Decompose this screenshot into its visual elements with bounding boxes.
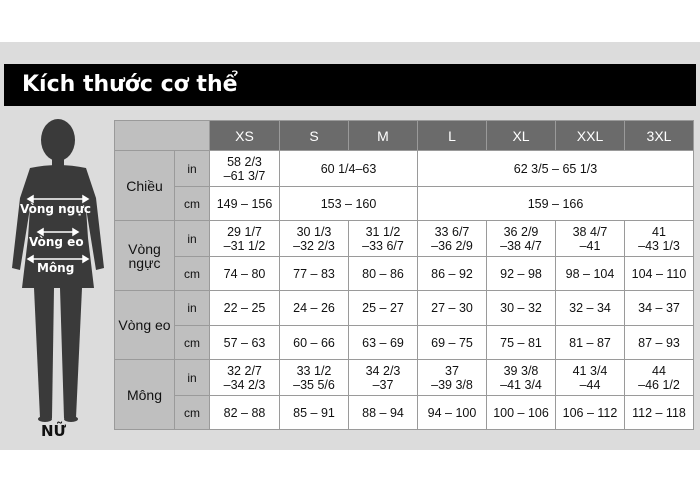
- table-cell: 58 2/3 –61 3/7: [210, 151, 280, 187]
- table-row: [115, 151, 694, 187]
- table-cell: 24 – 26: [280, 291, 349, 326]
- size-header-s: S: [280, 121, 349, 151]
- table-cell: 153 – 160: [280, 187, 418, 221]
- size-header-l: L: [418, 121, 487, 151]
- table-cell: 69 – 75: [418, 326, 487, 360]
- table-cell: 82 – 88: [210, 396, 280, 430]
- table-cell: 88 – 94: [349, 396, 418, 430]
- table-row: [115, 257, 694, 291]
- table-cell: 34 – 37: [625, 291, 694, 326]
- table-cell: 75 – 81: [487, 326, 556, 360]
- unit-in: in: [175, 291, 210, 326]
- waist-label: Vòng eo: [29, 235, 84, 249]
- table-cell: 60 1/4–63: [280, 151, 418, 187]
- table-cell: 36 2/9 –38 4/7: [487, 221, 556, 257]
- size-header-xl: XL: [487, 121, 556, 151]
- table-cell: 86 – 92: [418, 257, 487, 291]
- table-cell: 77 – 83: [280, 257, 349, 291]
- table-cell: 87 – 93: [625, 326, 694, 360]
- table-cell: 60 – 66: [280, 326, 349, 360]
- table-cell: 41 –43 1/3: [625, 221, 694, 257]
- table-cell: 32 – 34: [556, 291, 625, 326]
- woman-silhouette-icon: [0, 118, 112, 450]
- table-cell: 106 – 112: [556, 396, 625, 430]
- table-cell: 159 – 166: [418, 187, 694, 221]
- table-cell: 112 – 118: [625, 396, 694, 430]
- unit-cm: cm: [175, 187, 210, 221]
- unit-in: in: [175, 221, 210, 257]
- table-cell: 31 1/2 –33 6/7: [349, 221, 418, 257]
- size-header-3xl: 3XL: [625, 121, 694, 151]
- table-row: [115, 326, 694, 360]
- table-cell: 37 –39 3/8: [418, 360, 487, 396]
- table-cell: 25 – 27: [349, 291, 418, 326]
- table-cell: 149 – 156: [210, 187, 280, 221]
- table-cell: 63 – 69: [349, 326, 418, 360]
- unit-cm: cm: [175, 396, 210, 430]
- unit-cm: cm: [175, 257, 210, 291]
- table-cell: 38 4/7 –41: [556, 221, 625, 257]
- row-label-height: Chiều: [115, 151, 175, 221]
- size-header-xs: XS: [210, 121, 280, 151]
- size-header-xxl: XXL: [556, 121, 625, 151]
- table-cell: 22 – 25: [210, 291, 280, 326]
- table-cell: 85 – 91: [280, 396, 349, 430]
- table-cell: 33 6/7 –36 2/9: [418, 221, 487, 257]
- chest-label: Vòng ngực: [20, 202, 91, 216]
- row-label-waist: Vòng eo: [115, 291, 175, 360]
- table-cell: 98 – 104: [556, 257, 625, 291]
- row-label-hip: Mông: [115, 360, 175, 430]
- table-row: [115, 291, 694, 326]
- header-corner: [115, 121, 210, 151]
- table-cell: 100 – 106: [487, 396, 556, 430]
- body-figure: [0, 118, 112, 450]
- table-cell: 30 – 32: [487, 291, 556, 326]
- table-cell: 80 – 86: [349, 257, 418, 291]
- table-cell: 104 – 110: [625, 257, 694, 291]
- table-cell: 92 – 98: [487, 257, 556, 291]
- table-cell: 39 3/8 –41 3/4: [487, 360, 556, 396]
- size-header-m: M: [349, 121, 418, 151]
- gender-label: NỮ: [41, 422, 67, 440]
- table-row: [115, 396, 694, 430]
- header-row: [115, 121, 694, 151]
- table-cell: 29 1/7 –31 1/2: [210, 221, 280, 257]
- unit-cm: cm: [175, 326, 210, 360]
- hip-label: Mông: [37, 261, 75, 275]
- table-cell: 34 2/3 –37: [349, 360, 418, 396]
- unit-in: in: [175, 151, 210, 187]
- size-chart-table: [114, 120, 694, 430]
- table-cell: 32 2/7 –34 2/3: [210, 360, 280, 396]
- table-cell: 94 – 100: [418, 396, 487, 430]
- table-row: [115, 221, 694, 257]
- table-row: [115, 187, 694, 221]
- row-label-chest: Vòng ngực: [115, 221, 175, 291]
- unit-in: in: [175, 360, 210, 396]
- table-cell: 30 1/3 –32 2/3: [280, 221, 349, 257]
- table-cell: 81 – 87: [556, 326, 625, 360]
- table-row: [115, 360, 694, 396]
- page-title: Kích thước cơ thể: [4, 64, 696, 106]
- table-cell: 41 3/4 –44: [556, 360, 625, 396]
- table-cell: 57 – 63: [210, 326, 280, 360]
- table-cell: 27 – 30: [418, 291, 487, 326]
- table-cell: 74 – 80: [210, 257, 280, 291]
- table-cell: 33 1/2 –35 5/6: [280, 360, 349, 396]
- table-cell: 62 3/5 – 65 1/3: [418, 151, 694, 187]
- table-cell: 44 –46 1/2: [625, 360, 694, 396]
